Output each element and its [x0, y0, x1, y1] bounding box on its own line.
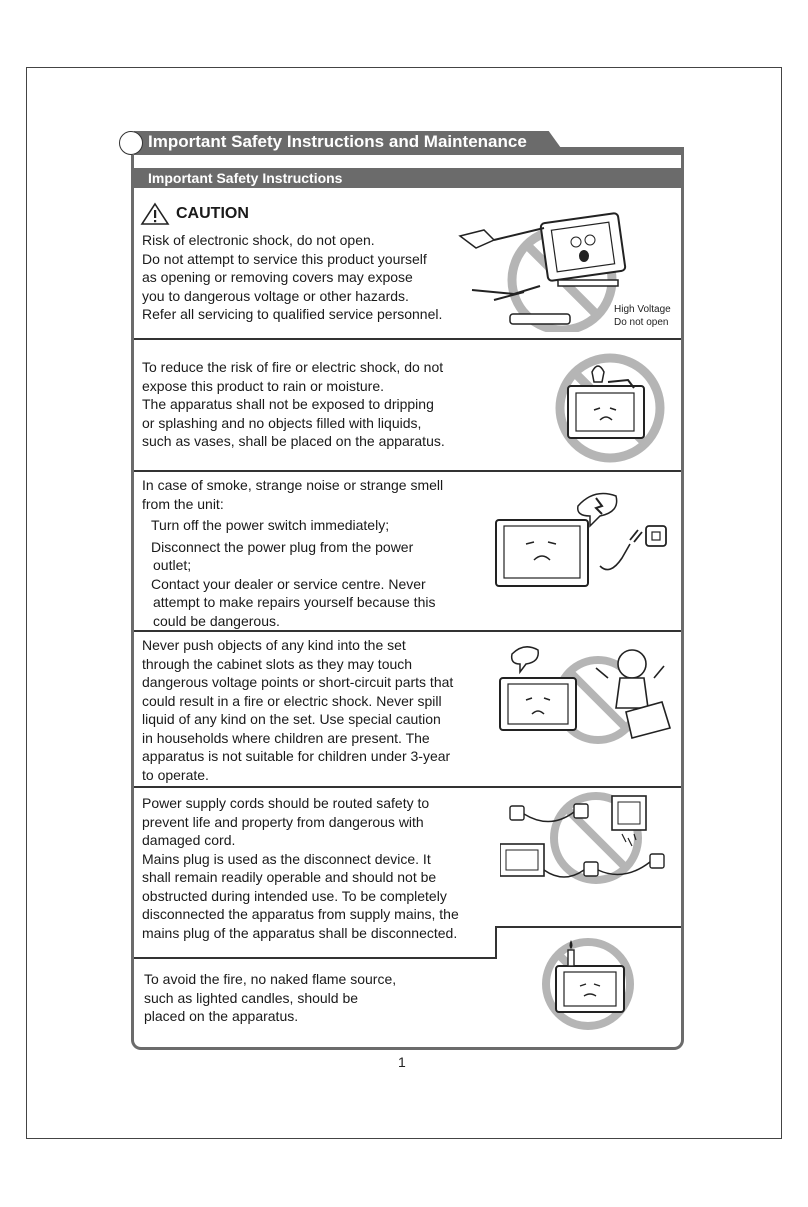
- text-line: The apparatus shall not be exposed to dripping: [142, 396, 434, 412]
- text-line: Do not attempt to service this product yourself: [142, 250, 427, 267]
- vase-on-tv-illustration: [548, 348, 676, 466]
- text-line: you to dangerous voltage or other hazards.: [142, 287, 409, 304]
- text-line: outlet;: [153, 557, 192, 573]
- text-line: or splashing and no objects filled with liquids,: [142, 414, 422, 431]
- text-line: Risk of electronic shock, do not open.: [142, 232, 375, 248]
- text-line: To reduce the risk of fire or electric shock, do not: [142, 359, 444, 375]
- text-line: in households where children are present. The: [142, 729, 430, 746]
- text-line: prevent life and property from dangerous with: [142, 813, 424, 830]
- text-line: expose this product to rain or moisture.: [142, 377, 385, 394]
- text-line: such as lighted candles, should be: [144, 989, 359, 1006]
- text-line: such as vases, shall be placed on the apparatus.: [142, 433, 445, 449]
- text-line: Never push objects of any kind into the set: [142, 637, 406, 653]
- text-line: could be dangerous.: [153, 612, 280, 629]
- text-line: could result in a fire or electric shock. Never spill: [142, 692, 442, 709]
- caution-text: [142, 231, 442, 324]
- text-line: as opening or removing covers may expose: [142, 269, 413, 285]
- text-line: obstructed during intended use. To be completely: [142, 887, 447, 904]
- text-line: placed on the apparatus.: [144, 1008, 299, 1024]
- moisture-warning-text: [142, 358, 445, 451]
- title-bullet-icon: [119, 131, 143, 155]
- text-line: to operate.: [142, 766, 209, 783]
- divider: [496, 926, 681, 928]
- divider: [134, 630, 681, 632]
- text-line: Disconnect the power plug from the power: [151, 538, 414, 555]
- candle-on-tv-illustration: [538, 934, 638, 1034]
- text-line: Turn off the power switch immediately;: [151, 517, 390, 533]
- title-bar-extension: [560, 147, 684, 155]
- damaged-cord-illustration: [500, 790, 676, 894]
- text-line: mains plug of the apparatus shall be disconnected.: [142, 924, 458, 941]
- naked-flame-warning-text: [144, 970, 396, 1026]
- smoke-warning-text: [142, 476, 443, 630]
- text-line: attempt to make repairs yourself because this: [153, 594, 436, 610]
- caution-label: CAUTION: [176, 205, 249, 222]
- section-header: Important Safety Instructions: [148, 170, 343, 186]
- page-number: 1: [398, 1054, 406, 1070]
- text-line: dangerous voltage points or short-circuit parts that: [142, 674, 454, 690]
- warning-triangle-icon: [140, 202, 170, 226]
- divider: [495, 926, 497, 958]
- child-and-tv-illustration: [492, 638, 676, 750]
- text-line: In case of smoke, strange noise or strange smell: [142, 477, 444, 493]
- text-line: Power supply cords should be routed safety to: [142, 795, 430, 811]
- text-line: shall remain readily operable and should not be: [142, 869, 437, 885]
- text-line: from the unit:: [142, 495, 224, 512]
- page-title: Important Safety Instructions and Maintenance: [148, 132, 527, 151]
- text-line: liquid of any kind on the set. Use special caution: [142, 711, 441, 727]
- text-line: apparatus is not suitable for children under 3-year: [142, 748, 451, 764]
- text-line: disconnected the apparatus from supply mains, the: [142, 906, 459, 922]
- text-line: Mains plug is used as the disconnect device. It: [142, 850, 431, 867]
- divider: [134, 470, 681, 472]
- caution-heading: [140, 202, 249, 226]
- text-line: damaged cord.: [142, 832, 236, 848]
- divider: [134, 786, 681, 788]
- text-line: Refer all servicing to qualified service personnel.: [142, 306, 443, 322]
- unplug-tv-illustration: [490, 486, 674, 598]
- text-line: through the cabinet slots as they may touch: [142, 655, 413, 672]
- power-cord-warning-text: [142, 794, 459, 942]
- text-line: To avoid the fire, no naked flame source,: [144, 971, 397, 987]
- objects-warning-text: [142, 636, 453, 784]
- text-line: Contact your dealer or service centre. Never: [151, 575, 426, 592]
- divider: [134, 338, 681, 340]
- illustration-caption: High Voltage Do not open: [614, 304, 671, 328]
- divider: [134, 957, 497, 959]
